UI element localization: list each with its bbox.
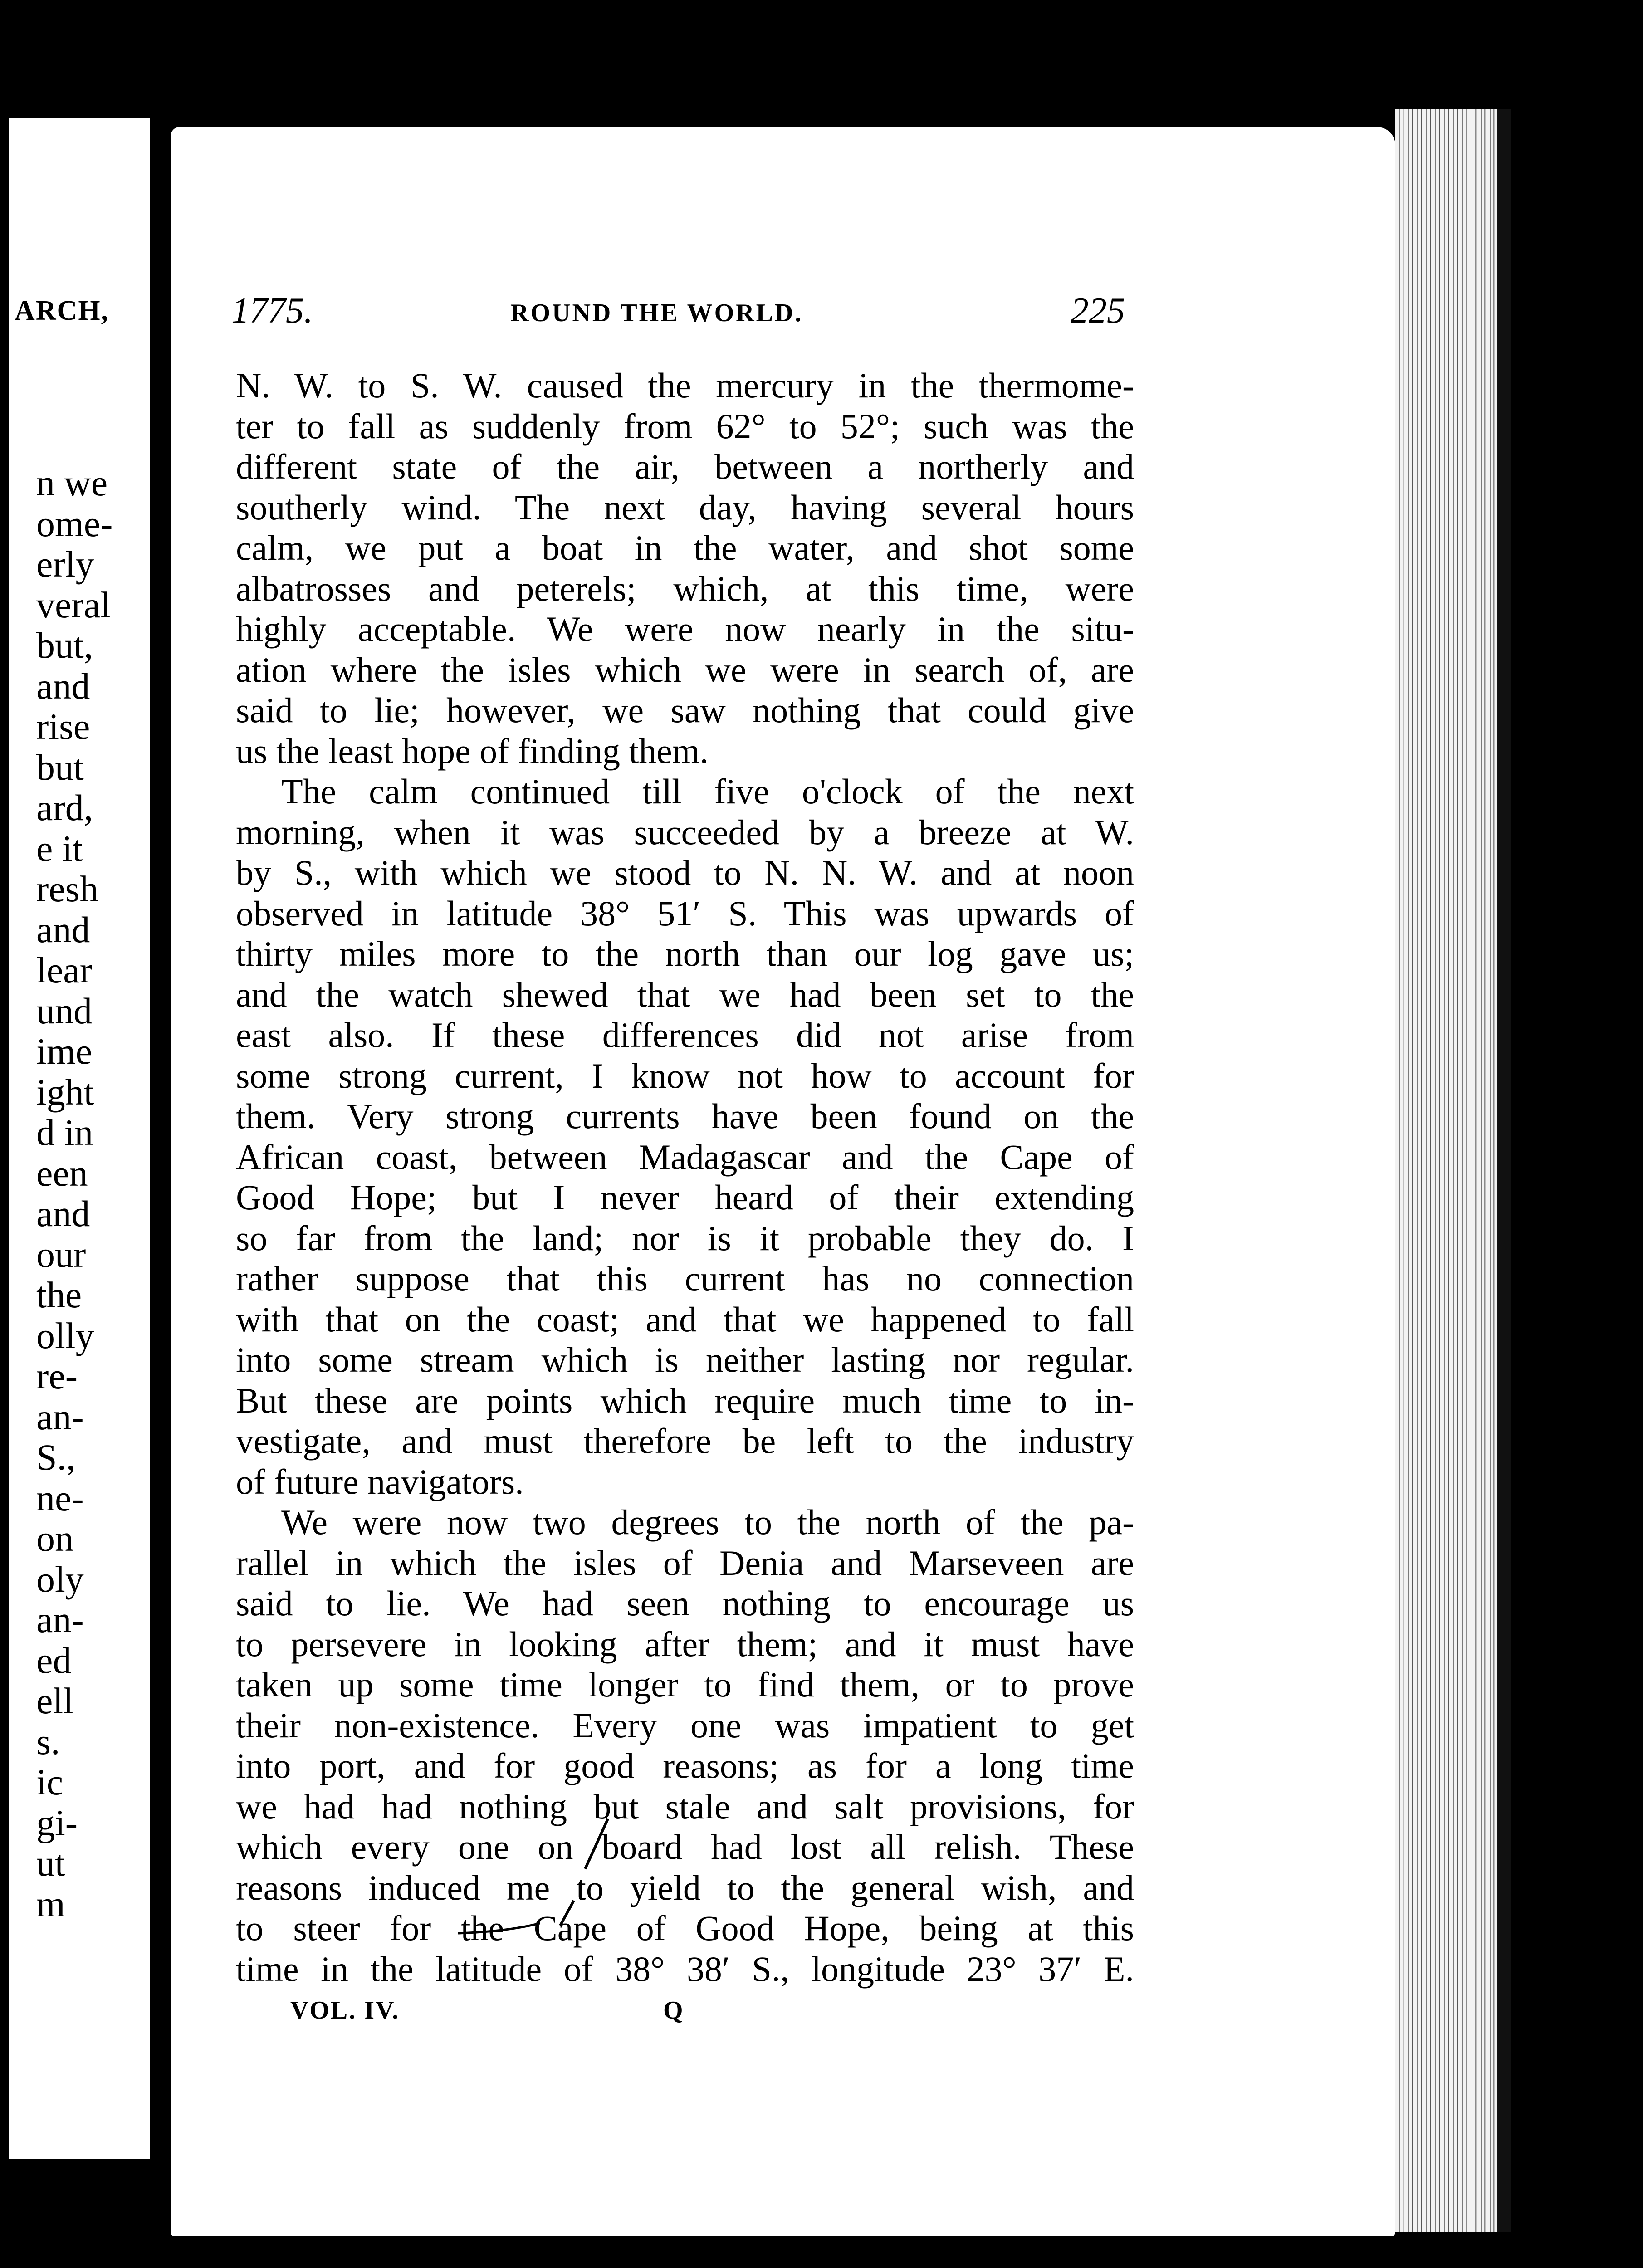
- text-line: by S., with which we stood to N. N. W. and at noon: [236, 853, 1134, 892]
- text-line: Good Hope; but I never heard of their extending: [236, 1178, 1134, 1217]
- text-line: rallel in which the isles of Denia and Marseveen are: [236, 1543, 1134, 1583]
- text-line: morning, when it was succeeded by a breeze at W.: [236, 812, 1134, 852]
- text-line: us the least hope of finding them.: [236, 731, 709, 771]
- previous-page-line: veral: [36, 584, 111, 626]
- header-year: 1775.: [231, 291, 313, 331]
- previous-page-line: d in: [36, 1112, 93, 1153]
- previous-page-line: oly: [36, 1558, 84, 1600]
- text-line: ation where the isles which we were in search of, are: [236, 650, 1134, 689]
- text-line: highly acceptable. We were now nearly in the situ-: [236, 609, 1134, 649]
- previous-page-line: olly: [36, 1315, 94, 1356]
- pen-stroke-2: [560, 1901, 574, 1926]
- previous-page-line: but,: [36, 625, 93, 666]
- previous-page-line: an-: [36, 1396, 84, 1437]
- previous-page-line: resh: [36, 868, 98, 909]
- previous-page-line: ed: [36, 1639, 72, 1681]
- previous-page-line: ome-: [36, 503, 113, 544]
- text-line: We were now two degrees to the north of the pa-: [281, 1502, 1134, 1542]
- text-line: so far from the land; nor is it probable they do. I: [236, 1218, 1134, 1258]
- previous-page-line: re-: [36, 1355, 78, 1397]
- previous-page-line: ell: [36, 1680, 73, 1721]
- text-line: thirty miles more to the north than our log gave us;: [236, 934, 1134, 973]
- header-title: ROUND THE WORLD.: [510, 299, 803, 327]
- text-line: of future navigators.: [236, 1461, 524, 1501]
- previous-page-line: on: [36, 1518, 73, 1559]
- previous-page-line: our: [36, 1233, 86, 1275]
- previous-page-line: and: [36, 665, 90, 707]
- previous-page-line: m: [36, 1883, 65, 1925]
- previous-page-header: ARCH,: [15, 295, 109, 326]
- previous-page-line: e it: [36, 827, 83, 869]
- text-line: some strong current, I know not how to account for: [236, 1056, 1134, 1095]
- text-line: into some stream which is neither lasting nor regular.: [236, 1340, 1134, 1379]
- text-line: rather suppose that this current has no connection: [236, 1259, 1134, 1298]
- previous-page-line: and: [36, 909, 90, 950]
- pen-stroke-1: [585, 1819, 608, 1869]
- text-line: observed in latitude 38° 51′ S. This was upwards of: [236, 893, 1134, 933]
- pen-stroke-3: [458, 1923, 540, 1933]
- previous-page-line: rise: [36, 706, 90, 747]
- text-line: which every one on board had lost all relish. These: [236, 1827, 1134, 1867]
- previous-page-line: the: [36, 1274, 82, 1315]
- text-line: N. W. to S. W. caused the mercury in the thermome-: [236, 366, 1134, 405]
- text-line: taken up some time longer to find them, or to prove: [236, 1665, 1134, 1704]
- text-line: to persevere in looking after them; and it must have: [236, 1624, 1134, 1664]
- text-line: But these are points which require much time to in-: [236, 1380, 1134, 1420]
- text-line: we had had nothing but stale and salt provisions, for: [236, 1786, 1134, 1826]
- text-line: to steer for the Cape of Good Hope, being at this: [236, 1908, 1134, 1948]
- previous-page-line: erly: [36, 543, 94, 585]
- previous-page-line: S.,: [36, 1437, 76, 1478]
- previous-page-line: but: [36, 746, 84, 788]
- text-line: time in the latitude of 38° 38′ S., longitude 23° 37′ E.: [236, 1949, 1134, 1989]
- page-number: 225: [1071, 291, 1125, 331]
- previous-page-line: ime: [36, 1031, 92, 1072]
- text-line: their non-existence. Every one was impatient to get: [236, 1705, 1134, 1745]
- text-line: albatrosses and peterels; which, at this time, were: [236, 568, 1134, 608]
- previous-page-line: und: [36, 990, 92, 1031]
- previous-page-line: an-: [36, 1599, 84, 1640]
- text-line: reasons induced me to yield to the general wish, and: [236, 1867, 1134, 1907]
- volume-label: VOL. IV.: [290, 1996, 400, 2024]
- previous-page-line: n we: [36, 462, 108, 503]
- previous-page-line: ic: [36, 1761, 64, 1803]
- previous-page-line: and: [36, 1193, 90, 1234]
- text-line: into port, and for good reasons; as for a long time: [236, 1746, 1134, 1785]
- text-line: said to lie; however, we saw nothing that could give: [236, 690, 1134, 730]
- text-line: ter to fall as suddenly from 62° to 52°; such was the: [236, 406, 1134, 446]
- previous-page-line: een: [36, 1152, 88, 1194]
- text-line: African coast, between Madagascar and the Cape of: [236, 1137, 1134, 1177]
- text-line: different state of the air, between a northerly and: [236, 447, 1134, 486]
- text-line: with that on the coast; and that we happened to fall: [236, 1299, 1134, 1339]
- signature-mark: Q: [663, 1996, 685, 2024]
- previous-page-line: gi-: [36, 1802, 78, 1843]
- previous-page-line: ard,: [36, 787, 93, 828]
- text-line: vestigate, and must therefore be left to the industry: [236, 1421, 1134, 1461]
- previous-page-line: lear: [36, 949, 92, 991]
- text-line: and the watch shewed that we had been set to the: [236, 974, 1134, 1014]
- text-line: east also. If these differences did not arise from: [236, 1015, 1134, 1055]
- previous-page-line: ight: [36, 1071, 94, 1113]
- text-line: The calm continued till five o'clock of the next: [281, 772, 1134, 811]
- text-line: southerly wind. The next day, having several hours: [236, 487, 1134, 527]
- previous-page-line: ut: [36, 1843, 65, 1884]
- text-line: them. Very strong currents have been found on the: [236, 1096, 1134, 1136]
- text-line: said to lie. We had seen nothing to encourage us: [236, 1584, 1134, 1623]
- previous-page-line: ne-: [36, 1477, 84, 1519]
- text-line: calm, we put a boat in the water, and shot some: [236, 528, 1134, 567]
- previous-page-line: s.: [36, 1721, 60, 1762]
